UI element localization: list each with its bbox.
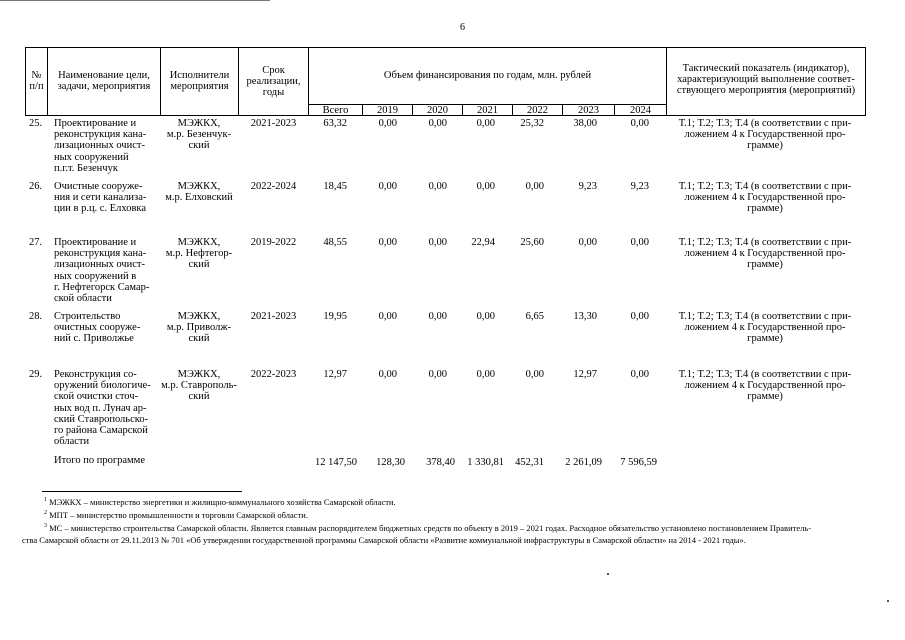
footnote-2: $^2$ МПТ – министерство промышленности и торговли Самарской области. — [44, 510, 308, 520]
row-name: Реконструкция со- оружений биологиче- ской очистки сточ- ных вод п. Лунач ар- ский Ставропольско- го района Самарской области — [54, 369, 151, 448]
row-value-2022: 25,32 — [520, 118, 544, 129]
row-period: 2021-2023 — [250, 311, 297, 322]
row-name: Проектирование и реконструкция кана- лизационных очист- ных сооружений в г. Нефтегорск Самар- ской области — [54, 237, 150, 305]
row-value-total: 63,32 — [323, 118, 347, 129]
row-executor: МЭЖКХ, м.р. Нефтегор- ский — [165, 237, 233, 271]
total-value-2021: 1 330,81 — [467, 457, 504, 468]
row-value-2020: 0,00 — [428, 118, 447, 129]
row-executor: МЭЖКХ, м.р. Приволж- ский — [166, 311, 232, 345]
header-year-2021: 2021 — [477, 105, 498, 116]
row-value-2022: 25,60 — [520, 237, 544, 248]
scan-speck — [887, 600, 889, 602]
header-year-total: Всего — [322, 105, 349, 116]
row-value-2023: 13,30 — [573, 311, 597, 322]
total-value-all: 12 147,50 — [315, 457, 357, 468]
row-name: Строительство очистных сооруже- ний с. Приволжье — [54, 311, 141, 345]
row-value-2023: 12,97 — [573, 369, 597, 380]
row-value-2019: 0,00 — [378, 311, 397, 322]
row-executor: МЭЖКХ, м.р. Безенчук- ский — [166, 118, 232, 152]
row-value-2024: 9,23 — [630, 181, 649, 192]
row-period: 2022-2023 — [250, 369, 297, 380]
row-num: 28. — [29, 311, 43, 322]
row-value-2020: 0,00 — [428, 369, 447, 380]
row-value-2020: 0,00 — [428, 311, 447, 322]
header-indicator: Тактический показатель (индикатор), характеризующий выполнение соответ- ствующего мероприятия (мероприятий) — [676, 63, 856, 96]
row-value-2020: 0,00 — [428, 237, 447, 248]
footnote-3: $^3$ МС – министерство строительства Самарской области. Является главным распорядителем бюджетных средств по объекту в 2019 – 2021 годах. Расходное обязательство установлено постановлением Правитель- — [44, 523, 812, 533]
header-executors: Исполнители мероприятия — [169, 70, 230, 92]
header-year-2023: 2023 — [578, 105, 599, 116]
header-year-2020: 2020 — [427, 105, 448, 116]
page-number: 6 — [460, 22, 465, 33]
total-value-2023: 2 261,09 — [565, 457, 602, 468]
footnote-1: $^1$ МЭЖКХ – министерство энергетики и жилищно-коммунального хозяйства Самарской области. — [44, 497, 396, 507]
header-period: Срок реализации, годы — [246, 65, 301, 98]
row-period: 2022-2024 — [250, 181, 297, 192]
row-value-total: 18,45 — [323, 181, 347, 192]
row-indicator: Т.1; Т.2; Т.3; Т.4 (в соответствии с при- ложением 4 к Государственной про- грамме) — [678, 237, 852, 271]
row-value-2019: 0,00 — [378, 118, 397, 129]
row-value-2024: 0,00 — [630, 369, 649, 380]
total-value-2024: 7 596,59 — [620, 457, 657, 468]
row-value-2023: 9,23 — [578, 181, 597, 192]
row-value-2021: 0,00 — [476, 118, 495, 129]
header-financing: Объем финансирования по годам, млн. рублей — [383, 70, 592, 81]
total-value-2019: 128,30 — [376, 457, 405, 468]
total-value-2022: 452,31 — [515, 457, 544, 468]
row-value-2023: 38,00 — [573, 118, 597, 129]
header-num: № п/п — [29, 70, 44, 92]
row-num: 29. — [29, 369, 43, 380]
row-executor: МЭЖКХ, м.р. Елховский — [165, 181, 233, 204]
row-value-2021: 0,00 — [476, 369, 495, 380]
footnote-3-continued: ства Самарской области от 29.11.2013 № 701 «Об утверждении государственной программы Самарской области «Развитие коммунальной инфраструктуры в Самарской области» на 2014 - 2021 годы». — [22, 535, 746, 545]
row-period: 2021-2023 — [250, 118, 297, 129]
row-num: 25. — [29, 118, 43, 129]
top-rule — [0, 0, 270, 1]
total-label: Итого по программе — [54, 455, 145, 466]
header-year-2019: 2019 — [377, 105, 398, 116]
total-value-2020: 378,40 — [426, 457, 455, 468]
footnote-separator — [42, 491, 242, 492]
row-value-2024: 0,00 — [630, 118, 649, 129]
header-year-2024: 2024 — [630, 105, 651, 116]
row-executor: МЭЖКХ, м.р. Ставрополь- ский — [161, 369, 237, 403]
row-value-total: 48,55 — [323, 237, 347, 248]
row-num: 27. — [29, 237, 43, 248]
row-period: 2019-2022 — [250, 237, 297, 248]
scan-speck — [607, 573, 609, 575]
header-year-2022: 2022 — [527, 105, 548, 116]
row-value-2023: 0,00 — [578, 237, 597, 248]
row-value-total: 19,95 — [323, 311, 347, 322]
row-indicator: Т.1; Т.2; Т.3; Т.4 (в соответствии с при- ложением 4 к Государственной про- грамме) — [678, 311, 852, 345]
row-value-2019: 0,00 — [378, 369, 397, 380]
row-value-2021: 0,00 — [476, 311, 495, 322]
row-indicator: Т.1; Т.2; Т.3; Т.4 (в соответствии с при- ложением 4 к Государственной про- грамме) — [678, 181, 852, 215]
row-value-2022: 0,00 — [525, 369, 544, 380]
row-value-total: 12,97 — [323, 369, 347, 380]
row-value-2021: 0,00 — [476, 181, 495, 192]
row-num: 26. — [29, 181, 43, 192]
row-indicator: Т.1; Т.2; Т.3; Т.4 (в соответствии с при- ложением 4 к Государственной про- грамме) — [678, 369, 852, 403]
row-value-2020: 0,00 — [428, 181, 447, 192]
row-indicator: Т.1; Т.2; Т.3; Т.4 (в соответствии с при- ложением 4 к Государственной про- грамме) — [678, 118, 852, 152]
row-value-2021: 22,94 — [471, 237, 495, 248]
row-name: Проектирование и реконструкция кана- лизационных очист- ных сооружений п.г.т. Безенчук — [54, 118, 147, 174]
row-value-2019: 0,00 — [378, 237, 397, 248]
row-name: Очистные сооруже- ния и сети канализа- ции в р.ц. с. Елховка — [54, 181, 147, 215]
header-name: Наименование цели, задачи, мероприятия — [57, 70, 151, 92]
row-value-2022: 6,65 — [525, 311, 544, 322]
row-value-2022: 0,00 — [525, 181, 544, 192]
row-value-2024: 0,00 — [630, 237, 649, 248]
row-value-2019: 0,00 — [378, 181, 397, 192]
row-value-2024: 0,00 — [630, 311, 649, 322]
